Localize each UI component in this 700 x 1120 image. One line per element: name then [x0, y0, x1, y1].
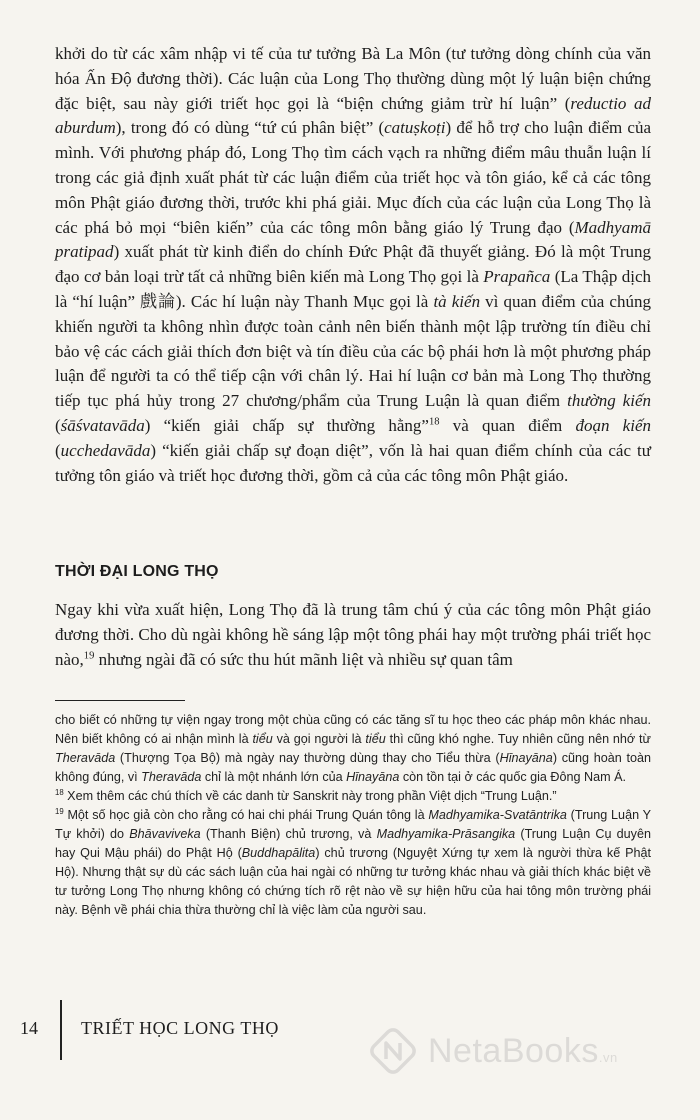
footnote-ref-18: 18	[428, 416, 440, 428]
footnote-divider	[55, 700, 185, 701]
text-run: (Trung Luận Y Tự khởi) do	[55, 808, 651, 841]
footnote-18	[55, 787, 651, 806]
text-run: ) để hỗ trợ cho luận điểm của mình. Với phương pháp đó, Long Thọ tìm cách vạch ra những điểm mâu thuẫn luận lí trong các giả định xuất phát từ các luận điểm của triết học và tôn giáo, kể cả các tông môn Phật giáo đương thời, trước khi phá giải. Mục đích của các luận của Long Thọ là các phá bỏ mọi “biên kiến” của các tông môn bằng giáo lý Trung đạo (	[55, 118, 651, 237]
text-run: vì quan điểm của chúng khiến người ta không nhìn được toàn cảnh nên biến thành một lập trường tín điều chỉ bảo vệ các cách giải thích đơn biệt và tín điều của các bộ phái hơn là một phương pháp luận để người ta có thể tiếp cận với chân lý. Hai hí luận cơ bản mà Long Thọ thường tiếp tục phá hủy trong 27 chương/phẩm của Trung Luận là quan điểm	[55, 291, 651, 411]
footnote-number: 19	[55, 806, 64, 816]
footer-divider	[60, 1000, 62, 1060]
text-run: (La Thập dịch là “hí luận” 戲論). Các hí luận này Thanh Mục gọi là	[55, 267, 651, 311]
watermark-text	[428, 1032, 618, 1071]
running-title: TRIẾT HỌC LONG THỌ	[81, 1018, 279, 1038]
italic-term: Hīnayāna	[346, 770, 400, 784]
text-run: thì cũng khó nghe. Tuy nhiên cũng nên nhớ từ	[385, 732, 651, 746]
text-run: ), trong đó có dùng “tứ cú phân biệt” (	[115, 118, 385, 138]
text-run: còn tồn tại ở các quốc gia Đông Nam Á.	[399, 770, 627, 784]
text-run: (	[55, 415, 61, 435]
text-run: khởi do từ các xâm nhập vi tế của tư tưởng Bà La Môn (tư tưởng dòng chính của văn hóa Ấn Độ đương thời). Các luận của Long Thọ thường dùng một lý luận biện chứng đặc biệt, sau này giới triết học gọi là “biện chứng giảm trừ hí luận” (	[55, 44, 651, 113]
text-run: ) xuất phát từ kinh điển do chính Đức Phật đã thuyết giảng. Đó là một Trung đạo cơ bản loại trừ tất cả những biên kiến mà Long Thọ gọi là	[55, 242, 651, 287]
footnote-ref-19: 19	[83, 649, 95, 661]
italic-term: ucchedavāda	[60, 440, 151, 460]
text-run: và quan điểm	[439, 415, 576, 435]
italic-term: tiểu	[365, 732, 386, 746]
italic-term: tiểu	[252, 732, 273, 746]
text-run: (Thanh Biện) chủ trương, và	[200, 827, 377, 841]
italic-term: Madhyamā pratipad	[55, 217, 651, 262]
footnote-number: 18	[55, 787, 64, 797]
italic-term: Bhāvaviveka	[129, 827, 201, 841]
page-footer	[20, 1000, 420, 1060]
text-run: ) “kiến giải chấp sự thường hằng”	[144, 415, 429, 435]
text-run: ) “kiến giải chấp sự đoạn diệt”, vốn là hai quan điểm chính của các tư tưởng tôn giáo và triết học đương thời, gồm cả của các tông môn Phật giáo.	[55, 440, 651, 485]
main-text	[55, 42, 651, 488]
italic-term: Prapañca	[483, 267, 551, 287]
text-run: nhưng ngài đã có sức thu hút mãnh liệt và nhiều sự quan tâm	[94, 649, 513, 669]
footnote-19	[55, 806, 651, 920]
italic-term: Theravāda	[55, 751, 116, 765]
watermark-suffix: .vn	[598, 1050, 618, 1065]
text-run: ) cũng hoàn toàn không đúng, vì	[55, 751, 651, 784]
text-run: (Thượng Tọa Bộ) mà ngày nay thường dùng thay cho Tiểu thừa (	[115, 751, 500, 765]
text-run: Xem thêm các chú thích về các danh từ Sanskrit này trong phần Việt dịch “Trung Luận.”	[63, 789, 557, 803]
italic-term: Hīnayāna	[499, 751, 553, 765]
watermark-brand: NetaBooks	[428, 1032, 599, 1070]
italic-term: Madhyamika-Prāsangika	[376, 827, 516, 841]
italic-term: Madhyamika-Svatāntrika	[428, 808, 567, 822]
text-run: Một số học giả còn cho rằng có hai chi phái Trung Quán tông là	[63, 808, 429, 822]
text-run: ) chủ trương (Nguyệt Xứng tự xem là người thừa kế Phật Hộ). Nhưng thật sự dù các sách luận của hai ngài có những tư tưởng khác nhau và giải thích khác biệt về tư tưởng Long Thọ nhưng không có chứng tích rõ rệt nào về sự hiện hữu của hai tông môn trường phái này. Bệnh về phái chia thừa thường chỉ là việc làm của người sau.	[55, 846, 651, 917]
italic-term: śāśvatavāda	[60, 415, 145, 435]
text-run: cho biết có những tự viện ngay trong một chùa cũng có các tăng sĩ tu học theo các pháp môn khác nhau. Nên biết không có ai nhận mình là	[55, 713, 651, 746]
page-number: 14	[20, 1018, 38, 1038]
italic-term: đoạn kiến	[575, 415, 651, 435]
netabooks-logo-icon	[368, 1026, 418, 1076]
footnote-continuation	[55, 711, 651, 787]
text-run: (	[55, 440, 61, 460]
paragraph-2	[55, 598, 651, 672]
italic-term: tà kiến	[433, 291, 481, 311]
italic-term: catuṣkoṭi	[384, 118, 446, 138]
section-heading: THỜI ĐẠI LONG THỌ	[55, 563, 219, 580]
italic-term: Buddhapālita	[241, 846, 316, 860]
footnotes	[55, 711, 651, 920]
watermark	[368, 1026, 688, 1076]
text-run: (Trung Luận Cụ duyên hay Qui Mậu phái) do Phật Hộ (	[55, 827, 651, 860]
italic-term: thường kiến	[567, 391, 651, 411]
italic-term: Theravāda	[141, 770, 202, 784]
italic-term: reductio ad aburdum	[55, 93, 652, 138]
text-run: Ngay khi vừa xuất hiện, Long Thọ đã là trung tâm chú ý của các tông môn Phật giáo đương thời. Cho dù ngài không hề sáng lập một tông phái hay một trường phái triết học nào,	[55, 600, 651, 669]
text-run: chỉ là một nhánh lớn của	[201, 770, 347, 784]
text-run: và gọi người là	[272, 732, 366, 746]
paragraph-1	[55, 42, 651, 488]
